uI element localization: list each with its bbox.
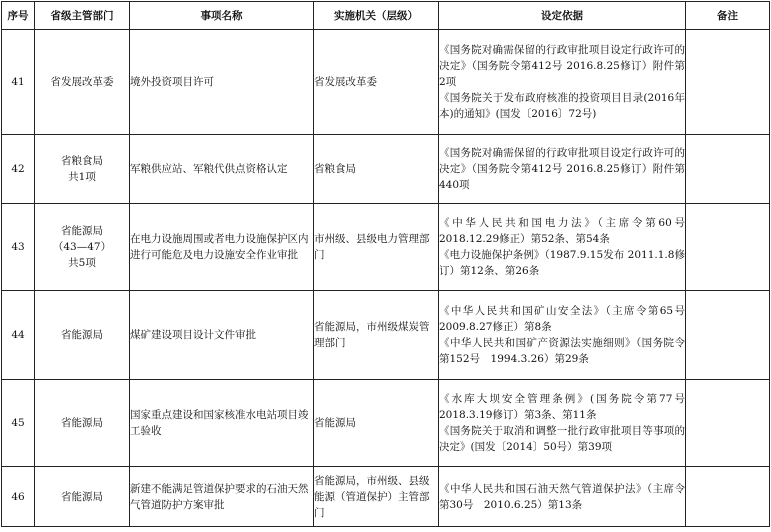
remarks-cell [686, 291, 770, 380]
item-name-cell: 新建不能满足管道保护要求的石油天然气管道防护方案审批 [130, 467, 314, 527]
regulation-table [1, 1, 770, 527]
department-cell: 省能源局 [35, 291, 130, 380]
table-row [2, 135, 770, 204]
basis-line: 《国务院对确需保留的行政审批项目设定行政许可的决定》（国务院令第412号 2016.8.25修订）附件第2项 [439, 44, 685, 88]
remarks-cell [686, 204, 770, 291]
basis-line: 《电力设施保护条例》（1987.9.15发布 2011.1.8修订）第12条、第26条 [439, 249, 685, 277]
basis-line: 《中华人民共和国矿产资源法实施细则》（国务院令第152号 1994.3.26）第29条 [439, 337, 685, 365]
basis-line: 《中华人民共和国矿山安全法》（主席令第65号 2009.8.27修正）第8条 [439, 305, 696, 333]
col-header-remarks: 备注 [686, 2, 770, 30]
department-cell: 省能源局 （43—47） 共5项 [35, 204, 130, 291]
department-cell: 省粮食局 共1项 [35, 135, 130, 204]
item-name-cell: 军粮供应站、军粮代供点资格认定 [130, 135, 314, 204]
serial-cell: 45 [2, 380, 35, 467]
serial-cell: 46 [2, 467, 35, 527]
col-header-agency: 实施机关（层级） [314, 2, 439, 30]
basis-cell [439, 291, 696, 380]
basis-line: 《国务院对确需保留的行政审批项目设定行政许可的决定》（国务院令第412号 2016.8.25修订）附件第440项 [439, 147, 685, 191]
remarks-cell [686, 135, 770, 204]
basis-cell [439, 135, 686, 204]
remarks-cell [686, 30, 770, 135]
basis-line: 《国务院关于发布政府核准的投资项目目录(2016年本)的通知》(国发〔2016〕72号) [439, 92, 685, 120]
basis-cell [439, 467, 686, 527]
col-header-basis: 设定依据 [439, 2, 686, 30]
serial-cell: 41 [2, 30, 35, 135]
basis-line: 《中华人民共和国石油天然气管道保护法》（主席令第30号 2010.6.25）第13条 [439, 482, 685, 511]
basis-line: 《中华人民共和国电力法》（主席令第60号 2018.12.29修正）第52条、第54条 [439, 217, 685, 245]
item-name-cell: 煤矿建设项目设计文件审批 [130, 291, 314, 380]
item-name-cell: 境外投资项目许可 [130, 30, 314, 135]
agency-cell: 市州级、县级电力管理部门 [314, 204, 439, 291]
department-cell: 省能源局 [35, 380, 130, 467]
serial-cell: 44 [2, 291, 35, 380]
agency-cell: 省粮食局 [314, 135, 439, 204]
col-header-item-name: 事项名称 [130, 2, 314, 30]
department-cell: 省能源局 [35, 467, 130, 527]
col-header-department: 省级主管部门 [35, 2, 130, 30]
basis-cell [439, 380, 696, 467]
basis-line: 《水库大坝安全管理条例》(国务院令第77号 2018.3.19修订）第3条、第11条 [439, 393, 696, 421]
agency-cell: 省发展改革委 [314, 30, 439, 135]
item-name-cell: 在电力设施周围或者电力设施保护区内进行可能危及电力设施安全作业审批 [130, 204, 314, 291]
agency-cell: 省能源局，市州级、县级能源（管道保护）主管部门 [314, 467, 439, 527]
remarks-cell [686, 380, 770, 467]
header-row [2, 2, 770, 30]
agency-cell: 省能源局 [314, 380, 439, 467]
basis-cell [439, 204, 686, 291]
basis-cell [439, 30, 686, 135]
col-header-serial: 序号 [2, 2, 35, 30]
table-row [2, 380, 770, 467]
item-name-cell: 国家重点建设和国家核准水电站项目竣工验收 [130, 380, 314, 467]
department-cell: 省发展改革委 [35, 30, 130, 135]
basis-line: 《国务院关于取消和调整一批行政审批项目等事项的决定》(国发〔2014〕50号）第39项 [439, 425, 685, 453]
table-row [2, 204, 770, 291]
table-row [2, 291, 770, 380]
table-row [2, 467, 770, 527]
serial-cell: 42 [2, 135, 35, 204]
table-row [2, 30, 770, 135]
agency-cell: 省能源局，市州级煤炭管理部门 [314, 291, 439, 380]
remarks-cell [686, 467, 770, 527]
serial-cell: 43 [2, 204, 35, 291]
